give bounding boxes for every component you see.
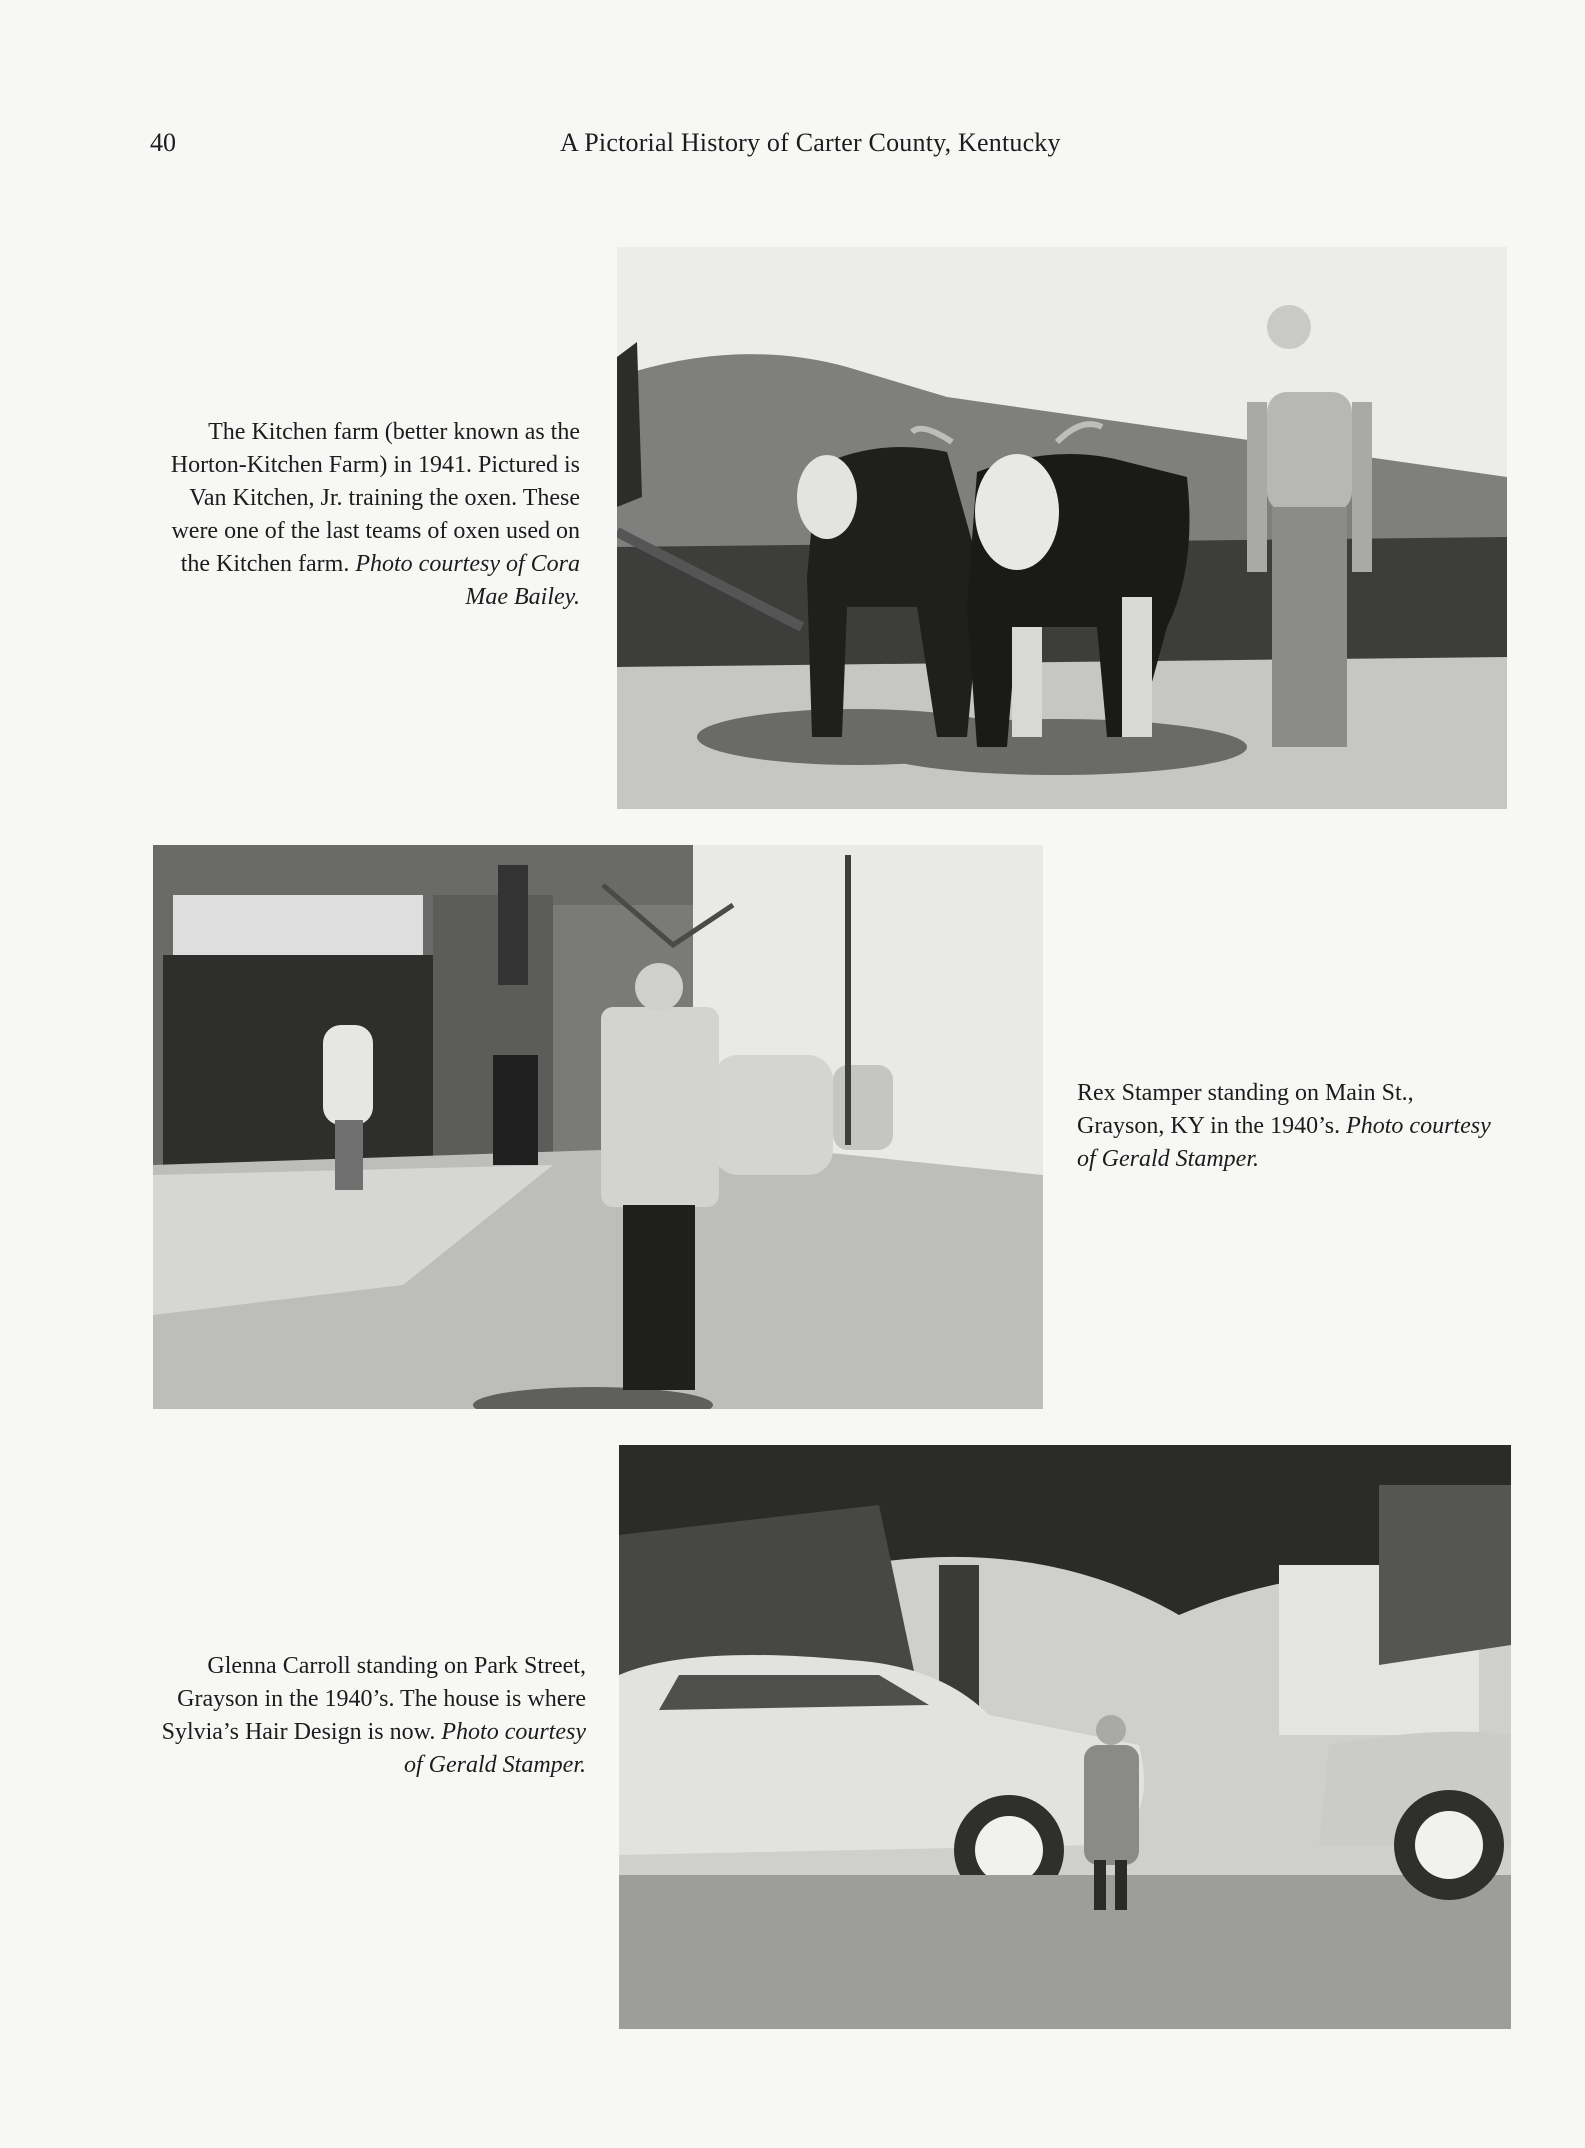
caption-main-street-text: Rex Stamper standing on Main St., Grayson, KY in the 1940’s. <box>1077 1080 1414 1139</box>
caption-oxen-credit: Photo courtesy of Cora Mae Bailey. <box>355 551 580 610</box>
photo-main-street <box>153 845 1043 1409</box>
photo-oxen <box>617 247 1507 809</box>
caption-oxen <box>140 416 580 614</box>
caption-park-street-credit: Photo courtesy of Gerald Stamper. <box>404 1719 586 1778</box>
running-head: A Pictorial History of Carter County, Kentucky <box>560 128 1061 157</box>
caption-main-street-credit: Photo courtesy of Gerald Stamper. <box>1077 1113 1491 1172</box>
caption-main-street <box>1077 1077 1497 1176</box>
photo-park-street <box>619 1445 1511 2029</box>
caption-park-street-text: Glenna Carroll standing on Park Street, Grayson in the 1940’s. The house is where Sylvia’s Hair Design is now. <box>161 1653 586 1745</box>
page-number: 40 <box>150 128 176 157</box>
caption-oxen-text: The Kitchen farm (better known as the Horton-Kitchen Farm) in 1941. Pictured is Van Kitchen, Jr. training the oxen. These were one of the last teams of oxen used on the Kitchen farm. <box>170 419 580 577</box>
caption-park-street <box>150 1650 586 1782</box>
